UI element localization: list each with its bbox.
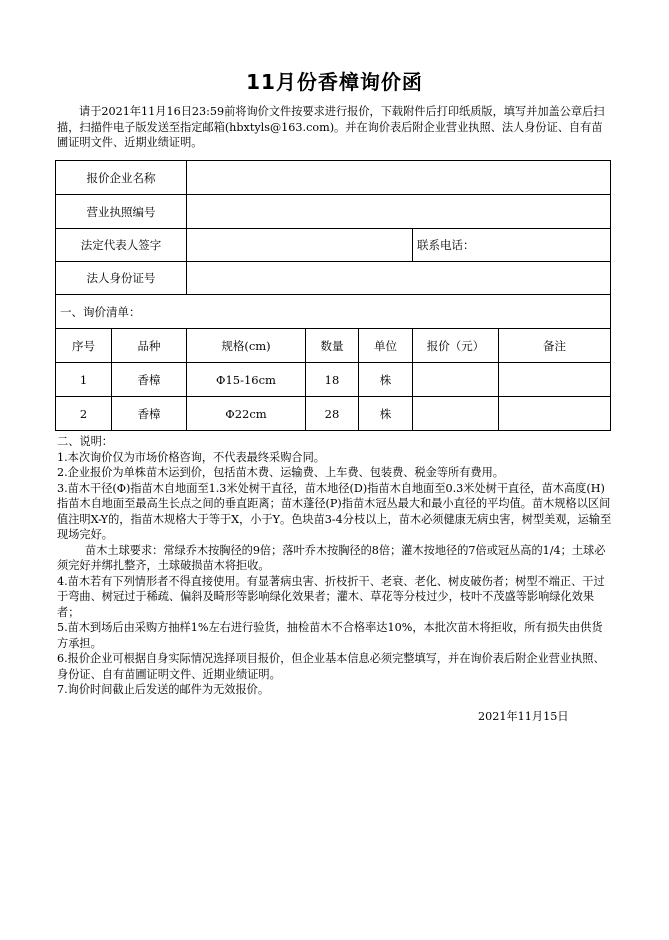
contact-phone-field[interactable]: 联系电话： [413, 229, 611, 262]
row-price-input[interactable] [413, 363, 499, 397]
legal-rep-signature-input[interactable] [187, 229, 413, 262]
header-quantity: 数量 [306, 329, 359, 363]
table-row [56, 397, 611, 431]
id-number-row [56, 262, 611, 295]
id-number-label: 法人身份证号 [56, 262, 187, 295]
row-spec: Φ22cm [187, 397, 306, 431]
row-unit: 株 [359, 397, 413, 431]
row-spec: Φ15-16cm [187, 363, 306, 397]
intro-paragraph: 请于2021年11月16日23:59前将询价文件按要求进行报价，下载附件后打印纸质版，填写并加盖公章后扫描，扫描件电子版发送至指定邮箱(hbxtyls@163.com)。并在询价表后附企业营业执照、法人身份证、自有苗圃证明文件、近期业绩证明。 [57, 105, 605, 149]
row-remark-input[interactable] [499, 397, 611, 431]
page-title: 11月份香樟询价函 [246, 70, 423, 94]
note-item: 1.本次询价仅为市场价格咨询，不代表最终采购合同。 [57, 450, 325, 464]
company-name-input[interactable] [187, 161, 611, 195]
license-label: 营业执照编号 [56, 195, 187, 229]
row-price-input[interactable] [413, 397, 499, 431]
note-item: 5.苗木到场后由采购方抽样1%左右进行验货，抽检苗木不合格率达10%，本批次苗木将拒收，所有损失由供货方承担。 [57, 621, 603, 650]
header-variety: 品种 [112, 329, 187, 363]
list-title-row [56, 295, 611, 329]
notes-section [57, 434, 613, 698]
row-variety: 香樟 [112, 363, 187, 397]
note-item: 6.报价企业可根据自身实际情况选择项目报价，但企业基本信息必须完整填写，并在询价表后附企业营业执照、身份证、自有苗圃证明文件、近期业绩证明。 [57, 652, 605, 681]
header-remark: 备注 [499, 329, 611, 363]
note-item: 2.企业报价为单株苗木运到价，包括苗木费、运输费、上车费、包装费、税金等所有费用。 [57, 466, 504, 479]
row-quantity: 18 [306, 363, 359, 397]
license-row [56, 195, 611, 229]
table-header-row [56, 329, 611, 363]
company-name-label: 报价企业名称 [56, 161, 187, 195]
row-variety: 香樟 [112, 397, 187, 431]
note-item: 3.苗木干径(Φ)指苗木自地面至1.3米处树干直径，苗木地径(D)指苗木自地面至0.3米处树干直径，苗木高度(H)指苗木自地面至最高生长点之间的垂直距离；苗木蓬径(P)指苗木冠丛最大和最小直径的平均值。苗木规格以区间值注明X-Y的，指苗木规格大于等于X，小于Y。色块苗3-4分枝以上，苗木必须健康无病虫害，树型美观，运输至现场完好。 [57, 481, 612, 541]
header-unit: 单位 [359, 329, 413, 363]
header-spec: 规格(cm) [187, 329, 306, 363]
legal-rep-row [56, 229, 611, 262]
note-item: 7.询价时间截止后发送的邮件为无效报价。 [57, 683, 270, 696]
row-index: 1 [56, 363, 112, 397]
inquiry-form-table [55, 160, 611, 431]
row-index: 2 [56, 397, 112, 431]
notes-heading: 二、说明： [57, 435, 113, 448]
row-unit: 株 [359, 363, 413, 397]
row-remark-input[interactable] [499, 363, 611, 397]
id-number-input[interactable] [187, 262, 611, 295]
header-price: 报价（元） [413, 329, 499, 363]
company-name-row [56, 161, 611, 195]
table-row [56, 363, 611, 397]
legal-rep-label: 法定代表人签字 [56, 229, 187, 262]
header-index: 序号 [56, 329, 112, 363]
note-item: 4.苗木若有下列情形者不得直接使用。有显著病虫害、折枝折干、老衰、老化、树皮破伤者；树型不端正、干过于弯曲、树冠过于稀疏、偏斜及畸形等影响绿化效果者；灌木、草花等分枝过少，枝叶不茂盛等影响绿化效果者； [57, 574, 605, 619]
license-input[interactable] [187, 195, 611, 229]
issue-date: 2021年11月15日 [478, 710, 569, 723]
row-quantity: 28 [306, 397, 359, 431]
note-item: 苗木土球要求：常绿乔木按胸径的9倍；落叶乔木按胸径的8倍；灌木按地径的7倍或冠丛高的1/4；土球必须完好并绑扎整齐，土球破损苗木将拒收。 [57, 543, 606, 572]
list-title: 一、询价清单： [56, 295, 611, 329]
